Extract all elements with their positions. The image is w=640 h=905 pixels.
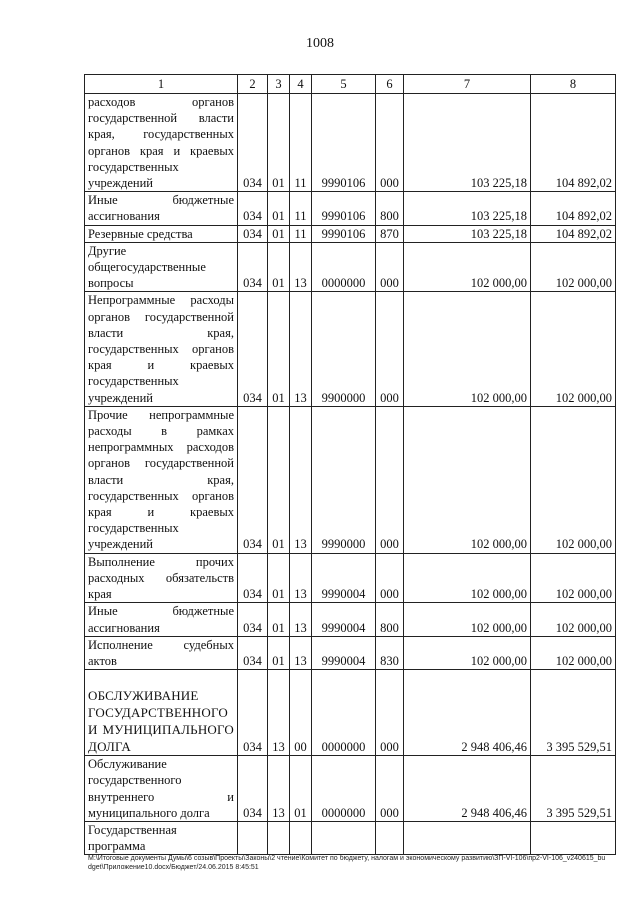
row-amount-1: 102 000,00 xyxy=(404,242,531,292)
row-code-section: 01 xyxy=(268,636,290,669)
row-code-expense-type: 000 xyxy=(376,670,404,756)
row-code-admin: 034 xyxy=(238,636,268,669)
row-amount-2 xyxy=(531,821,616,854)
header-col-1: 1 xyxy=(85,75,238,94)
row-code-expense-type: 000 xyxy=(376,292,404,406)
row-code-subsection xyxy=(290,821,312,854)
row-name: Иные бюджетные ассигнования xyxy=(85,192,238,225)
row-code-admin: 034 xyxy=(238,192,268,225)
table-row xyxy=(85,821,616,854)
row-code-subsection: 11 xyxy=(290,94,312,192)
row-code-admin xyxy=(238,821,268,854)
table-row xyxy=(85,670,616,756)
budget-table xyxy=(84,74,616,855)
row-code-expense-type: 000 xyxy=(376,756,404,822)
row-name: ОБСЛУЖИВАНИЕ ГОСУДАРСТВЕННОГО И МУНИЦИПАЛЬНОГО ДОЛГА xyxy=(85,670,238,756)
row-amount-1: 102 000,00 xyxy=(404,553,531,603)
row-code-subsection: 11 xyxy=(290,192,312,225)
row-code-section: 01 xyxy=(268,242,290,292)
table-row xyxy=(85,242,616,292)
row-code-expense-type xyxy=(376,821,404,854)
row-amount-1: 103 225,18 xyxy=(404,225,531,242)
row-code-subsection: 13 xyxy=(290,636,312,669)
row-name: Иные бюджетные ассигнования xyxy=(85,603,238,636)
header-col-5: 5 xyxy=(312,75,376,94)
row-name: Обслуживание государственного внутреннего и муниципального долга xyxy=(85,756,238,822)
row-amount-2: 3 395 529,51 xyxy=(531,670,616,756)
row-code-subsection: 13 xyxy=(290,242,312,292)
row-name: Резервные средства xyxy=(85,225,238,242)
table-body xyxy=(85,94,616,855)
row-name: Прочие непрограммные расходы в рамках непрограммных расходов органов государственной власти края, государственных органов края и краевых государственных учреждений xyxy=(85,406,238,553)
row-code-target: 9990000 xyxy=(312,406,376,553)
row-name: Непрограммные расходы органов государственной власти края, государственных органов края и краевых государственных учреждений xyxy=(85,292,238,406)
table-header-row xyxy=(85,75,616,94)
row-code-admin: 034 xyxy=(238,242,268,292)
row-code-subsection: 13 xyxy=(290,553,312,603)
row-code-admin: 034 xyxy=(238,292,268,406)
row-code-target: 0000000 xyxy=(312,242,376,292)
row-code-section: 13 xyxy=(268,756,290,822)
row-code-target: 0000000 xyxy=(312,670,376,756)
row-code-admin: 034 xyxy=(238,603,268,636)
row-amount-2: 102 000,00 xyxy=(531,553,616,603)
row-code-expense-type: 800 xyxy=(376,603,404,636)
row-amount-1: 102 000,00 xyxy=(404,406,531,553)
row-code-section: 01 xyxy=(268,192,290,225)
row-amount-1: 102 000,00 xyxy=(404,636,531,669)
row-code-section: 01 xyxy=(268,225,290,242)
row-code-section: 01 xyxy=(268,603,290,636)
row-amount-2: 102 000,00 xyxy=(531,636,616,669)
row-code-subsection: 13 xyxy=(290,406,312,553)
table-row xyxy=(85,292,616,406)
row-code-target: 9900000 xyxy=(312,292,376,406)
row-code-admin: 034 xyxy=(238,406,268,553)
row-code-target: 9990004 xyxy=(312,636,376,669)
table-row xyxy=(85,553,616,603)
row-amount-1: 2 948 406,46 xyxy=(404,756,531,822)
table-row xyxy=(85,636,616,669)
header-col-8: 8 xyxy=(531,75,616,94)
table-row xyxy=(85,603,616,636)
header-col-2: 2 xyxy=(238,75,268,94)
row-code-subsection: 00 xyxy=(290,670,312,756)
row-code-expense-type: 000 xyxy=(376,242,404,292)
row-name: расходов органов государственной власти края, государственных органов края и краевых государственных учреждений xyxy=(85,94,238,192)
row-code-admin: 034 xyxy=(238,94,268,192)
row-amount-2: 104 892,02 xyxy=(531,225,616,242)
row-code-target: 9990106 xyxy=(312,94,376,192)
row-amount-2: 102 000,00 xyxy=(531,603,616,636)
row-code-target xyxy=(312,821,376,854)
row-code-expense-type: 830 xyxy=(376,636,404,669)
row-code-target: 9990106 xyxy=(312,192,376,225)
table-row xyxy=(85,225,616,242)
row-amount-1: 102 000,00 xyxy=(404,292,531,406)
row-code-expense-type: 000 xyxy=(376,94,404,192)
row-name: Государственная программа xyxy=(85,821,238,854)
row-code-admin: 034 xyxy=(238,670,268,756)
row-code-expense-type: 800 xyxy=(376,192,404,225)
row-code-admin: 034 xyxy=(238,553,268,603)
row-code-section xyxy=(268,821,290,854)
row-amount-2: 104 892,02 xyxy=(531,192,616,225)
row-code-subsection: 11 xyxy=(290,225,312,242)
row-code-section: 13 xyxy=(268,670,290,756)
row-amount-1 xyxy=(404,821,531,854)
row-amount-2: 102 000,00 xyxy=(531,292,616,406)
row-amount-1: 103 225,18 xyxy=(404,94,531,192)
row-code-target: 9990106 xyxy=(312,225,376,242)
row-code-section: 01 xyxy=(268,292,290,406)
table-row xyxy=(85,94,616,192)
table-row xyxy=(85,192,616,225)
page-number: 1008 xyxy=(306,36,334,51)
row-amount-1: 102 000,00 xyxy=(404,603,531,636)
row-code-admin: 034 xyxy=(238,225,268,242)
row-name: Выполнение прочих расходных обязательств края xyxy=(85,553,238,603)
row-code-section: 01 xyxy=(268,406,290,553)
row-code-expense-type: 870 xyxy=(376,225,404,242)
row-code-section: 01 xyxy=(268,553,290,603)
header-col-3: 3 xyxy=(268,75,290,94)
row-code-subsection: 01 xyxy=(290,756,312,822)
header-col-4: 4 xyxy=(290,75,312,94)
row-code-expense-type: 000 xyxy=(376,553,404,603)
row-code-section: 01 xyxy=(268,94,290,192)
header-col-6: 6 xyxy=(376,75,404,94)
row-code-target: 0000000 xyxy=(312,756,376,822)
table-row xyxy=(85,756,616,822)
row-name: Другие общегосударственные вопросы xyxy=(85,242,238,292)
row-code-target: 9990004 xyxy=(312,603,376,636)
row-code-subsection: 13 xyxy=(290,292,312,406)
row-amount-2: 102 000,00 xyxy=(531,242,616,292)
row-code-subsection: 13 xyxy=(290,603,312,636)
row-amount-1: 2 948 406,46 xyxy=(404,670,531,756)
row-amount-2: 3 395 529,51 xyxy=(531,756,616,822)
row-code-admin: 034 xyxy=(238,756,268,822)
row-amount-2: 102 000,00 xyxy=(531,406,616,553)
row-amount-2: 104 892,02 xyxy=(531,94,616,192)
row-amount-1: 103 225,18 xyxy=(404,192,531,225)
table-row xyxy=(85,406,616,553)
row-code-expense-type: 000 xyxy=(376,406,404,553)
header-col-7: 7 xyxy=(404,75,531,94)
file-path-footer: M:\Итоговые документы Думы\6 созыв\Проекты\Законы\2 чтение\Комитет по бюджету, налогам и экономическому развитию\ЗП-VI-106\пр2-VI-106_v240615_budget\Приложение10.docx/Бюджет/24.06.2015 8:45:51 xyxy=(88,855,606,871)
row-name: Исполнение судебных актов xyxy=(85,636,238,669)
row-code-target: 9990004 xyxy=(312,553,376,603)
